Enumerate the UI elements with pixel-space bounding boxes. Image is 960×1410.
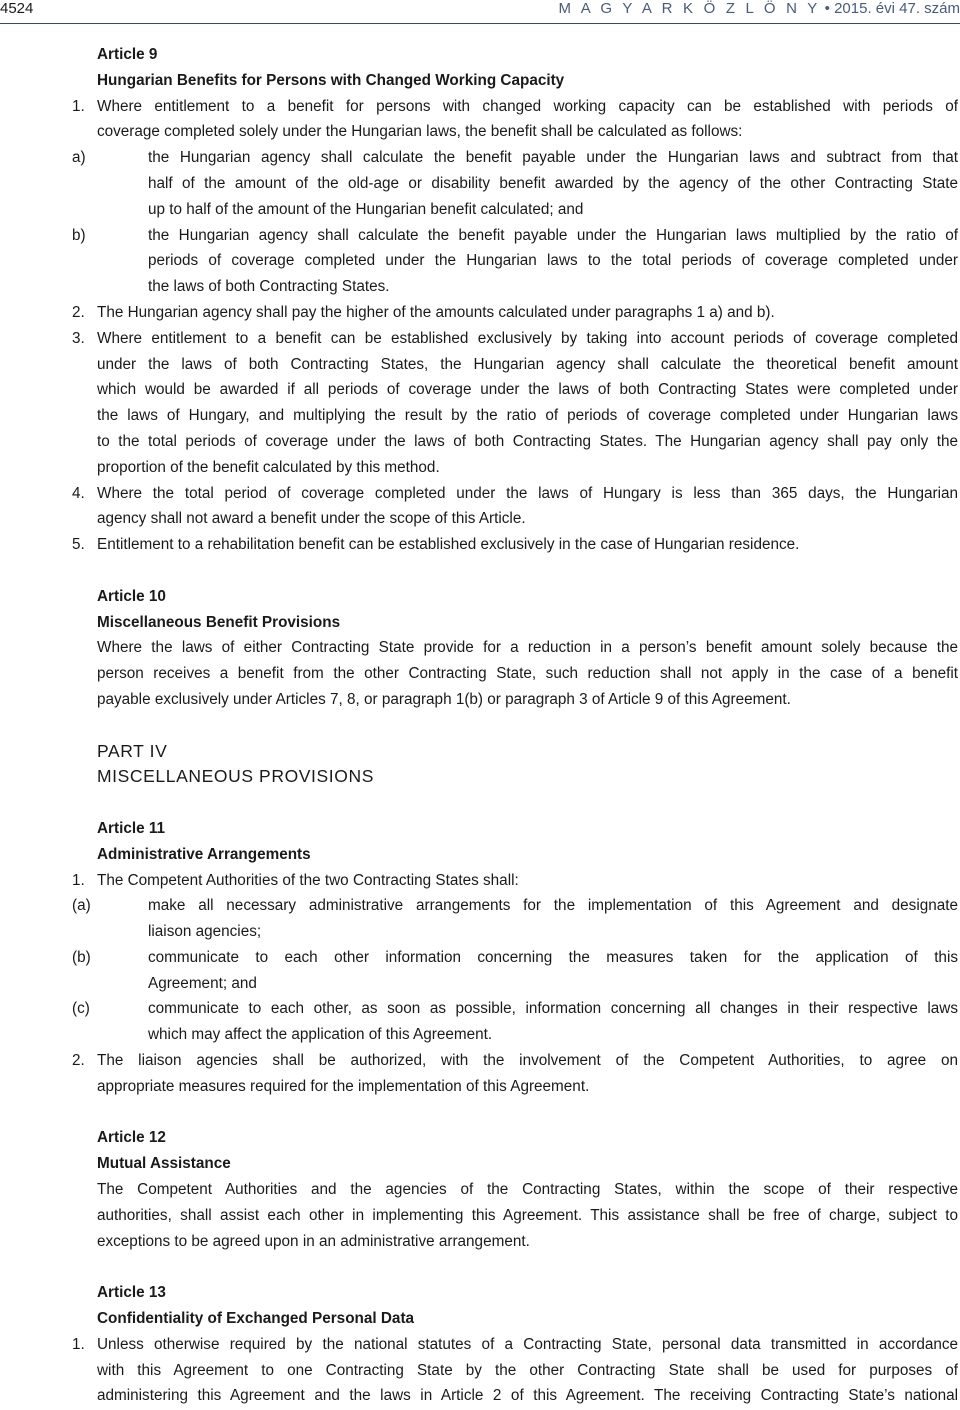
page-number: 4524 <box>0 0 34 17</box>
subparagraph-line: periods of coverage completed under the Hungarian laws to the total periods of coverage completed under <box>148 252 958 270</box>
subparagraph-line: up to half of the amount of the Hungarian benefit calculated; and <box>148 200 584 218</box>
subparagraph-line: which may affect the application of this Agreement. <box>148 1026 493 1044</box>
header-rule <box>0 23 960 24</box>
article-13-heading: Article 13 <box>97 1284 166 1302</box>
article-11-heading: Article 11 <box>97 819 166 837</box>
subparagraph-line: (b) communicate to each other information concerning the measures taken for the application of this <box>72 948 958 966</box>
header-bullet: • <box>824 0 830 17</box>
spacer <box>0 790 958 816</box>
paragraph-line: which would be awarded if all periods of coverage under the laws of both Contracting States were completed under <box>97 381 958 399</box>
paragraph-line: with this Agreement to one Contracting State by the other Contracting State shall be used for purposes of <box>97 1361 958 1379</box>
article-10-title: Miscellaneous Benefit Provisions <box>97 613 341 631</box>
paragraph-line: to the total periods of coverage under the laws of both Contracting States. The Hungarian agency shall pay only the <box>97 432 958 450</box>
page-body <box>0 42 958 1409</box>
subparagraph-line: (c) communicate to each other, as soon as possible, information concerning all changes in their respective laws <box>72 1000 958 1018</box>
spacer <box>0 713 958 739</box>
paragraph-line: 1. Unless otherwise required by the national statutes of a Contracting State, personal data transmitted in accordance <box>72 1335 958 1353</box>
paragraph-line: coverage completed solely under the Hungarian laws, the benefit shall be calculated as follows: <box>97 123 743 141</box>
paragraph-line: 3. Where entitlement to a benefit can be established exclusively by taking into account periods of coverage completed <box>72 329 958 347</box>
paragraph-line: 4. Where the total period of coverage completed under the laws of Hungary is less than 365 days, the Hungarian <box>72 484 958 502</box>
subparagraph-line: liaison agencies; <box>148 923 262 941</box>
paragraph-line: the laws of Hungary, and multiplying the result by the ratio of periods of coverage completed under Hungarian laws <box>97 407 958 425</box>
article-11-title: Administrative Arrangements <box>97 845 311 863</box>
subparagraph-line: a) the Hungarian agency shall calculate the benefit payable under the Hungarian laws and subtract from that <box>72 149 958 167</box>
paragraph-line: payable exclusively under Articles 7, 8, or paragraph 1(b) or paragraph 3 of Article 9 of this Agreement. <box>97 690 791 708</box>
spacer <box>0 558 958 584</box>
article-10-heading: Article 10 <box>97 587 166 605</box>
article-9-heading: Article 9 <box>97 46 158 63</box>
subparagraph-line: b) the Hungarian agency shall calculate the benefit payable under the Hungarian laws multiplied by the ratio of <box>72 226 958 244</box>
paragraph-line: agency shall not award a benefit under the scope of this Article. <box>97 510 526 528</box>
paragraph-line: 1. The Competent Authorities of the two Contracting States shall: <box>72 871 519 889</box>
article-13-title: Confidentiality of Exchanged Personal Data <box>97 1310 415 1328</box>
article-12-heading: Article 12 <box>97 1129 166 1147</box>
journal-title: M A G Y A R K Ö Z L Ö N Y <box>558 0 821 17</box>
paragraph-line: proportion of the benefit calculated by this method. <box>97 458 440 476</box>
running-header <box>558 0 960 18</box>
paragraph-line: The Competent Authorities and the agencies of the Contracting States, within the scope of their respective <box>97 1181 958 1199</box>
spacer <box>0 1100 958 1126</box>
subparagraph-line: Agreement; and <box>148 974 257 992</box>
paragraph-line: Where the laws of either Contracting State provide for a reduction in a person’s benefit amount solely because the <box>97 639 958 657</box>
subparagraph-line: half of the amount of the old-age or disability benefit awarded by the agency of the other Contracting State <box>148 174 958 192</box>
paragraph-line: 5. Entitlement to a rehabilitation benefit can be established exclusively in the case of Hungarian residence. <box>72 536 800 554</box>
issue-number: 2015. évi 47. szám <box>834 0 960 17</box>
part-title: MISCELLANEOUS PROVISIONS <box>97 766 374 787</box>
subparagraph-line: the laws of both Contracting States. <box>148 278 390 296</box>
subparagraph-line: (a) make all necessary administrative arrangements for the implementation of this Agreement and designate <box>72 897 958 915</box>
article-9-title: Hungarian Benefits for Persons with Changed Working Capacity <box>97 71 565 89</box>
paragraph-line: exceptions to be agreed upon in an administrative arrangement. <box>97 1232 530 1250</box>
part-label: PART IV <box>97 740 168 761</box>
paragraph-line: under the laws of both Contracting States, the Hungarian agency shall calculate the theoretical benefit amount <box>97 355 958 373</box>
article-12-title: Mutual Assistance <box>97 1155 231 1173</box>
paragraph-line: authorities, shall assist each other in implementing this Agreement. This assistance shall be free of charge, subject to <box>97 1206 958 1224</box>
paragraph-line: 1. Where entitlement to a benefit for persons with changed working capacity can be established with periods of <box>72 97 958 115</box>
spacer <box>0 1254 958 1280</box>
paragraph-line: 2. The liaison agencies shall be authorized, with the involvement of the Competent Authorities, to agree on <box>72 1052 958 1070</box>
paragraph-line: administering this Agreement and the laws in Article 2 of this Agreement. The receiving Contracting State’s national <box>97 1387 958 1405</box>
paragraph-line: 2. The Hungarian agency shall pay the higher of the amounts calculated under paragraphs 1 a) and b). <box>72 303 775 321</box>
paragraph-line: person receives a benefit from the other Contracting State, such reduction shall not apply in the case of a benefit <box>97 665 958 683</box>
paragraph-line: appropriate measures required for the implementation of this Agreement. <box>97 1077 590 1095</box>
